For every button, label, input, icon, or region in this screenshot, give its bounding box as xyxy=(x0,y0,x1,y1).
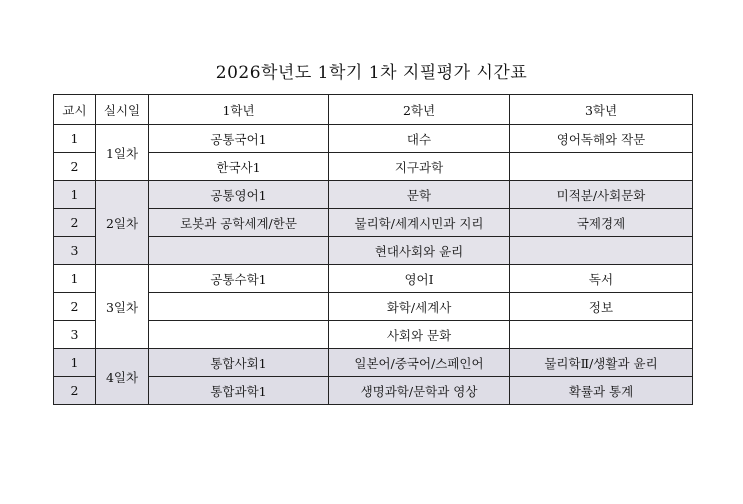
table-row xyxy=(54,209,693,237)
grade3-subject xyxy=(510,237,693,265)
grade3-subject: 확률과 통계 xyxy=(510,377,693,405)
header-period: 교시 xyxy=(54,95,96,125)
grade2-subject: 물리학/세계시민과 지리 xyxy=(329,209,510,237)
exam-schedule-table xyxy=(53,94,693,405)
table-row xyxy=(54,377,693,405)
grade3-subject: 물리학Ⅱ/생활과 윤리 xyxy=(510,349,693,377)
period-cell: 3 xyxy=(54,321,96,349)
grade3-subject: 영어독해와 작문 xyxy=(510,125,693,153)
grade3-subject xyxy=(510,153,693,181)
grade2-subject: 사회와 문화 xyxy=(329,321,510,349)
table-row xyxy=(54,265,693,293)
period-cell: 1 xyxy=(54,349,96,377)
grade1-subject: 공통수학1 xyxy=(149,265,329,293)
grade1-subject: 공통국어1 xyxy=(149,125,329,153)
grade1-subject: 한국사1 xyxy=(149,153,329,181)
grade1-subject xyxy=(149,293,329,321)
grade3-subject: 미적분/사회문화 xyxy=(510,181,693,209)
period-cell: 2 xyxy=(54,293,96,321)
grade1-subject: 공통영어1 xyxy=(149,181,329,209)
table-row xyxy=(54,321,693,349)
table-row xyxy=(54,181,693,209)
day-cell: 1일차 xyxy=(96,125,149,181)
period-cell: 1 xyxy=(54,125,96,153)
header-grade2: 2학년 xyxy=(329,95,510,125)
grade3-subject: 국제경제 xyxy=(510,209,693,237)
day-cell: 3일차 xyxy=(96,265,149,349)
period-cell: 3 xyxy=(54,237,96,265)
grade2-subject: 문학 xyxy=(329,181,510,209)
page-title: 2026학년도 1학기 1차 지필평가 시간표 xyxy=(215,63,528,83)
grade2-subject: 화학/세계사 xyxy=(329,293,510,321)
table-row xyxy=(54,125,693,153)
period-cell: 2 xyxy=(54,209,96,237)
day-cell: 2일차 xyxy=(96,181,149,265)
grade2-subject: 영어Ⅰ xyxy=(329,265,510,293)
table-row xyxy=(54,349,693,377)
grade1-subject xyxy=(149,321,329,349)
grade1-subject: 로봇과 공학세계/한문 xyxy=(149,209,329,237)
header-grade3: 3학년 xyxy=(510,95,693,125)
header-grade1: 1학년 xyxy=(149,95,329,125)
table-row xyxy=(54,293,693,321)
grade2-subject: 현대사회와 윤리 xyxy=(329,237,510,265)
grade2-subject: 지구과학 xyxy=(329,153,510,181)
grade3-subject: 정보 xyxy=(510,293,693,321)
day-cell: 4일차 xyxy=(96,349,149,405)
grade3-subject xyxy=(510,321,693,349)
header-day: 실시일 xyxy=(96,95,149,125)
table-row xyxy=(54,237,693,265)
grade3-subject: 독서 xyxy=(510,265,693,293)
grade1-subject: 통합사회1 xyxy=(149,349,329,377)
period-cell: 1 xyxy=(54,181,96,209)
grade2-subject: 생명과학/문학과 영상 xyxy=(329,377,510,405)
grade1-subject xyxy=(149,237,329,265)
grade1-subject: 통합과학1 xyxy=(149,377,329,405)
period-cell: 2 xyxy=(54,153,96,181)
grade2-subject: 일본어/중국어/스페인어 xyxy=(329,349,510,377)
table-row xyxy=(54,153,693,181)
period-cell: 2 xyxy=(54,377,96,405)
header-row xyxy=(54,95,693,125)
grade2-subject: 대수 xyxy=(329,125,510,153)
period-cell: 1 xyxy=(54,265,96,293)
